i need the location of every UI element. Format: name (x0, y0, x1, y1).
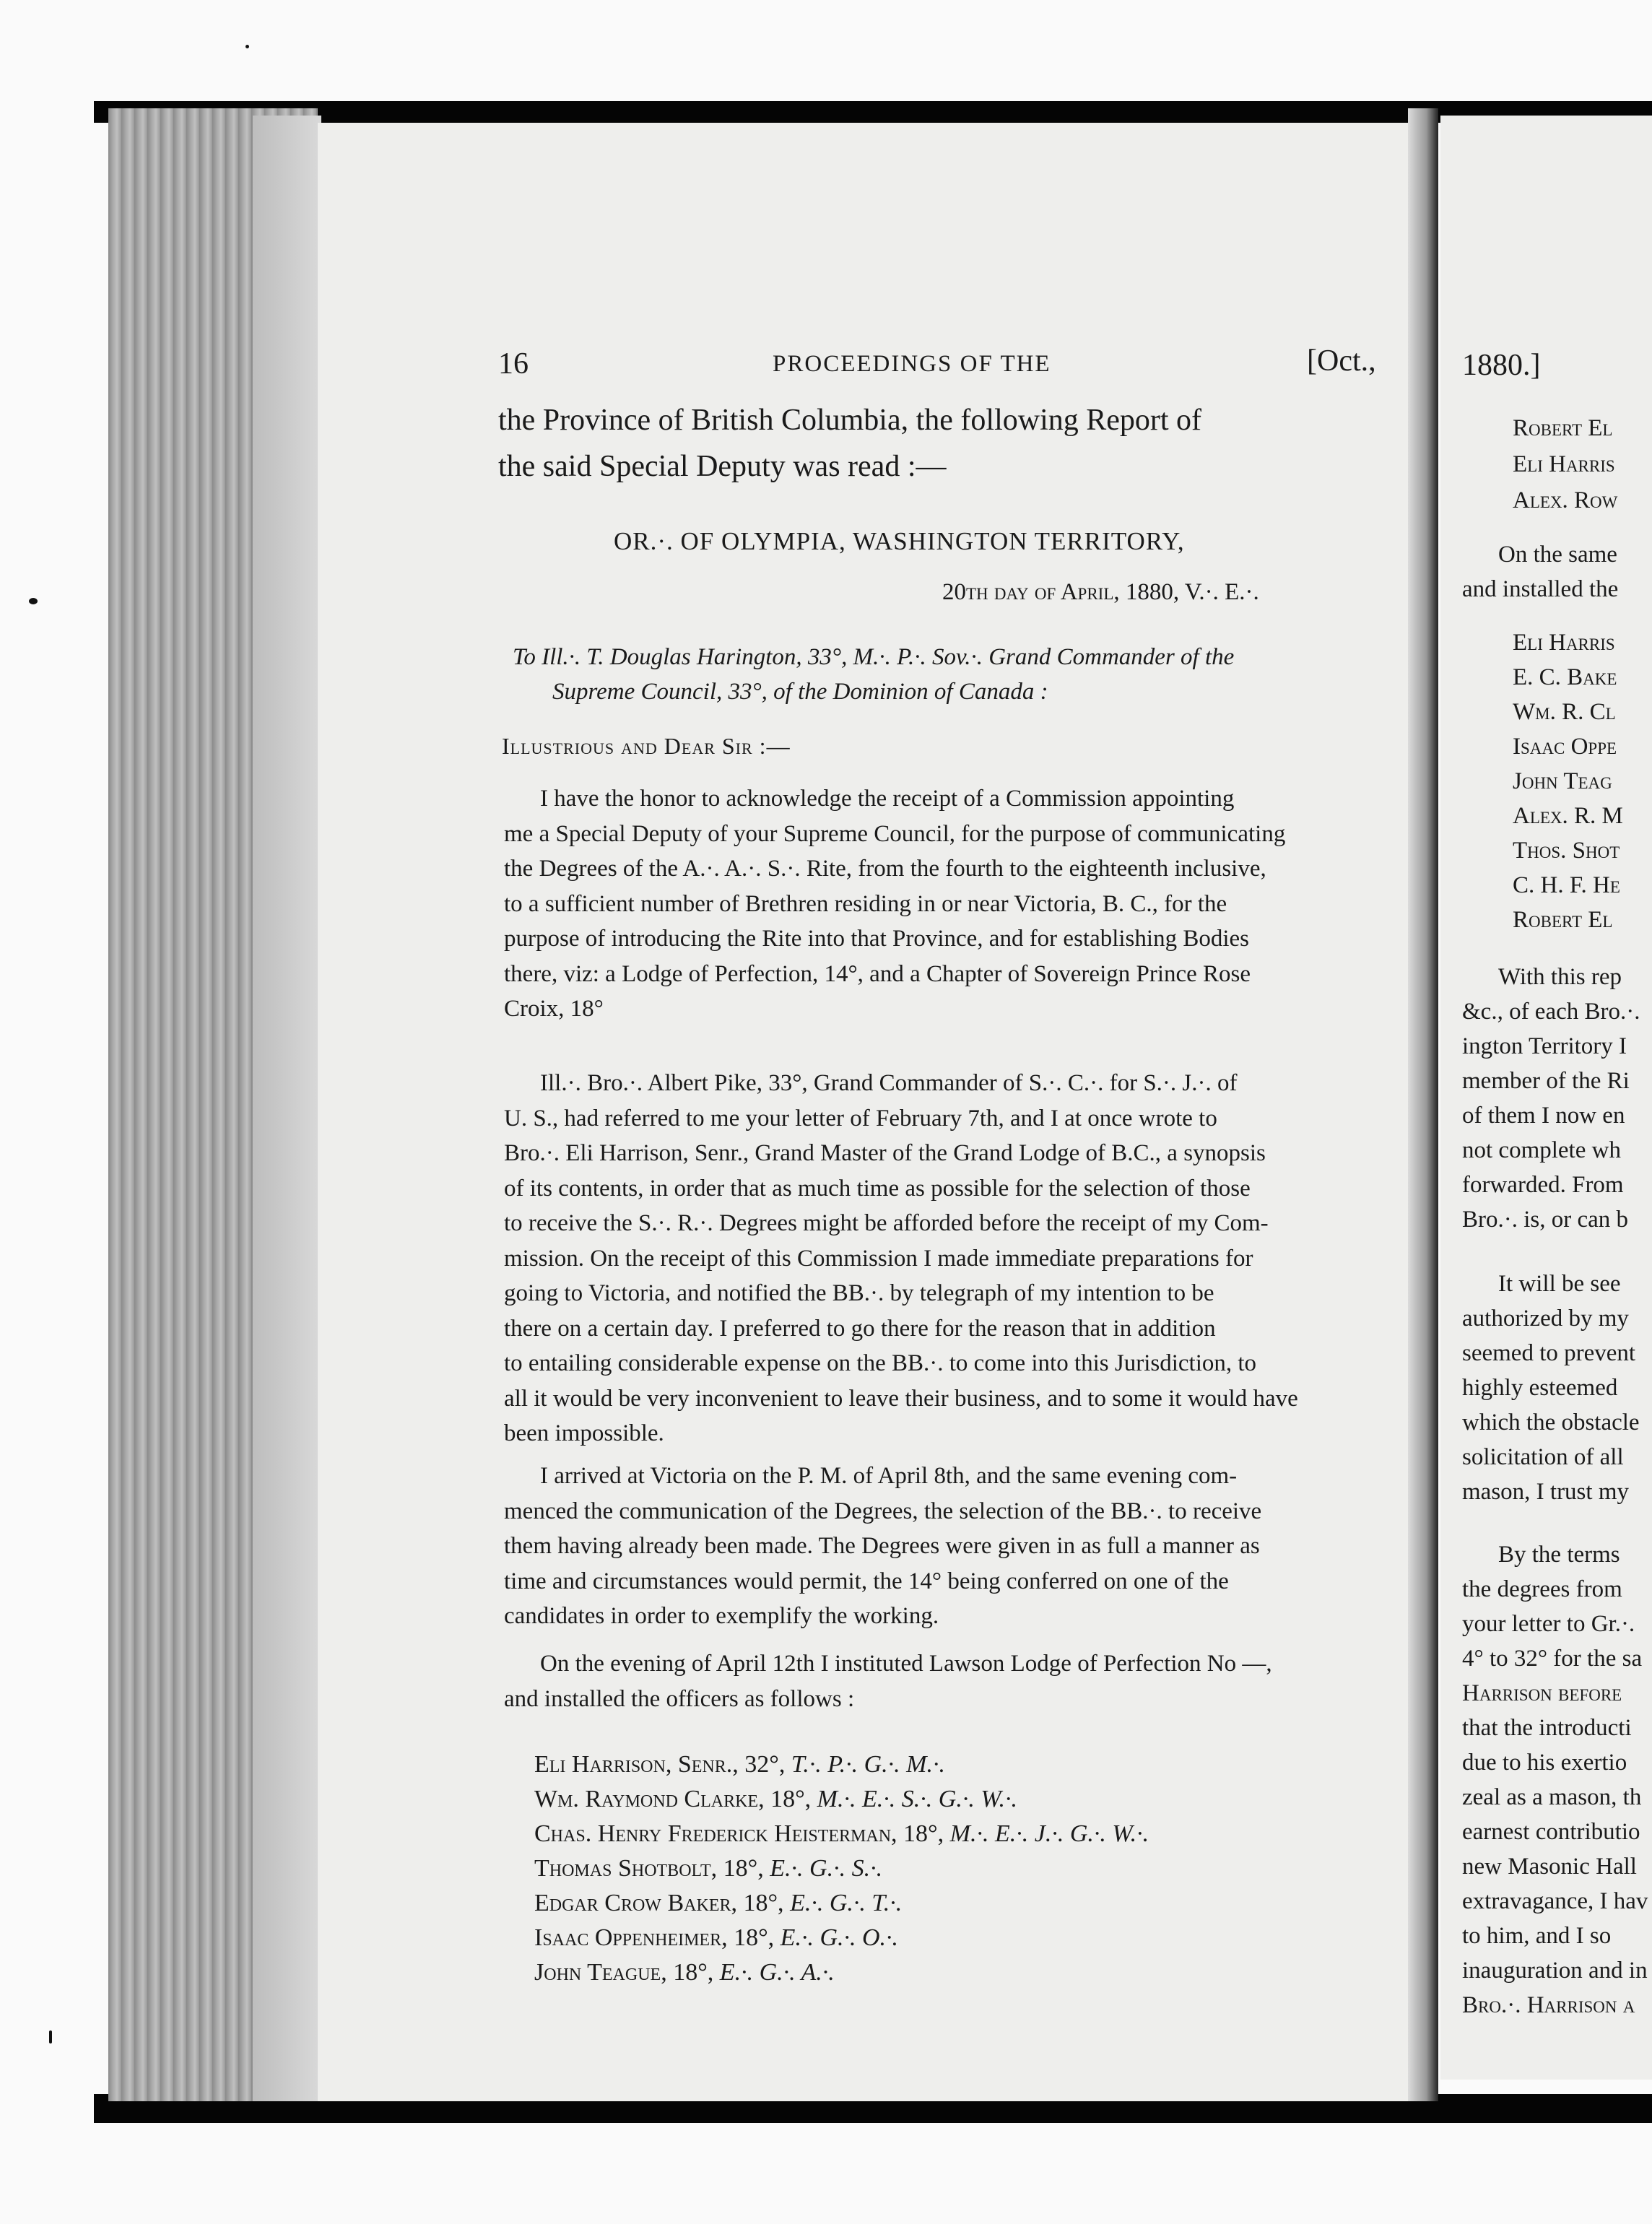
text-line: Robert El (1513, 907, 1613, 933)
text-line: Croix, 18° (504, 996, 604, 1022)
text-line: Bro.·. Eli Harrison, Senr., Grand Master of the Grand Lodge of B.C., a synopsis (504, 1140, 1266, 1166)
text-line: U. S., had referred to me your letter of February 7th, and I at once wrote to (504, 1105, 1217, 1131)
text-line: new Masonic Hall (1462, 1854, 1637, 1880)
officer-title: M.·. E.·. J.·. G.·. W.·. (949, 1820, 1149, 1847)
text-line: of them I now en (1462, 1103, 1625, 1129)
text-line: mason, I trust my (1462, 1479, 1629, 1505)
book-gutter (1408, 108, 1438, 2101)
text-line: to entailing considerable expense on the BB.·. to come into this Jurisdiction, to (504, 1350, 1257, 1376)
officer-title: E.·. G.·. O.·. (780, 1924, 899, 1951)
officer-name: John Teague, 18°, (534, 1959, 714, 1986)
text-line: to receive the S.·. R.·. Degrees might be afforded before the receipt of my Com- (504, 1210, 1269, 1236)
officer-title: E.·. G.·. S.·. (770, 1855, 883, 1882)
text-line: earnest contributio (1462, 1819, 1640, 1845)
text-line: purpose of introducing the Rite into that Province, and for establishing Bodies (504, 926, 1249, 952)
officer-name: Chas. Henry Frederick Heisterman, 18°, (534, 1820, 944, 1847)
intro-line-1: the Province of British Columbia, the following Report of (498, 404, 1202, 437)
officer-title: E.·. G.·. T.·. (790, 1890, 903, 1916)
paragraph-2 (504, 1066, 1313, 1451)
text-line: Alex. R. M (1513, 803, 1623, 829)
officer-title: T.·. P.·. G.·. M.·. (791, 1751, 945, 1778)
salutation: Illustrious and Dear Sir :— (502, 733, 791, 759)
text-line: candidates in order to exemplify the working. (504, 1603, 939, 1629)
officer-entry (534, 1955, 1149, 1990)
officer-list (534, 1747, 1149, 1990)
text-line: going to Victoria, and notified the BB.·. by telegraph of my intention to be (504, 1280, 1214, 1306)
text-line: me a Special Deputy of your Supreme Council, for the purpose of communicating (504, 820, 1286, 847)
text-line: the degrees from (1462, 1576, 1622, 1602)
text-line: I arrived at Victoria on the P. M. of April 8th, and the same evening com- (540, 1463, 1238, 1489)
intro-line-2: the said Special Deputy was read :— (498, 450, 947, 483)
officer-name: Isaac Oppenheimer, 18°, (534, 1924, 775, 1951)
text-line: of its contents, in order that as much time as possible for the selection of those (504, 1175, 1251, 1202)
text-line: On the same (1498, 542, 1617, 568)
text-line: highly esteemed (1462, 1375, 1618, 1401)
text-line: 4° to 32° for the sa (1462, 1646, 1643, 1672)
text-line: to him, and I so (1462, 1923, 1612, 1949)
text-line: Eli Harris (1513, 451, 1615, 477)
text-line: C. H. F. He (1513, 872, 1620, 898)
text-line: and installed the (1462, 576, 1619, 602)
running-head-year: 1880.] (1462, 349, 1541, 382)
officer-entry (534, 1747, 1149, 1782)
text-line: authorized by my (1462, 1306, 1629, 1332)
text-line: Eli Harris (1513, 630, 1615, 656)
text-line: mission. On the receipt of this Commission I made immediate preparations for (504, 1245, 1253, 1272)
book-page-edges-light (253, 116, 321, 2101)
text-line: your letter to Gr.·. (1462, 1611, 1635, 1637)
text-line: there on a certain day. I preferred to go there for the reason that in addition (504, 1315, 1216, 1342)
text-line: extravagance, I hav (1462, 1888, 1648, 1914)
running-head-date: [Oct., (1307, 344, 1376, 378)
officer-entry (534, 1817, 1149, 1851)
text-line: due to his exertio (1462, 1750, 1627, 1776)
officer-entry (534, 1851, 1149, 1886)
text-line: On the evening of April 12th I instituted Lawson Lodge of Perfection No —, (540, 1651, 1272, 1677)
dust-speck (245, 45, 249, 48)
officer-name: Thomas Shotbolt, 18°, (534, 1855, 764, 1882)
text-line: them having already been made. The Degrees were given in as full a manner as (504, 1533, 1260, 1559)
running-head: PROCEEDINGS OF THE (773, 351, 1051, 377)
paragraph-1 (504, 781, 1313, 1027)
text-line: forwarded. From (1462, 1172, 1624, 1198)
paragraph-4 (504, 1646, 1313, 1716)
text-line: time and circumstances would permit, the 14° being conferred on one of the (504, 1568, 1229, 1594)
orient-heading: OR.·. OF OLYMPIA, WASHINGTON TERRITORY, (614, 527, 1185, 555)
date-line: 20th day of April, 1880, V.·. E.·. (942, 579, 1259, 605)
paragraph-3 (504, 1459, 1313, 1634)
text-line: Robert El (1513, 415, 1613, 441)
text-line: Isaac Oppe (1513, 734, 1617, 760)
text-line: inauguration and in (1462, 1958, 1648, 1984)
text-line: By the terms (1498, 1542, 1620, 1568)
text-line: Bro.·. Harrison a (1462, 1992, 1635, 2018)
text-line: Thos. Shot (1513, 838, 1620, 864)
text-line: ington Territory I (1462, 1033, 1627, 1059)
text-line: the Degrees of the A.·. A.·. S.·. Rite, from the fourth to the eighteenth inclusive, (504, 856, 1266, 882)
officer-name: Wm. Raymond Clarke, 18°, (534, 1786, 812, 1812)
text-line: &c., of each Bro.·. (1462, 999, 1640, 1025)
text-line: which the obstacle (1462, 1409, 1640, 1435)
officer-title: E.·. G.·. A.·. (719, 1959, 835, 1986)
address-line-1: To Ill.·. T. Douglas Harington, 33°, M.·. P.·. Sov.·. Grand Commander of the (513, 644, 1235, 670)
text-line: Wm. R. Cl (1513, 699, 1616, 725)
text-line: been impossible. (504, 1420, 664, 1446)
officer-name: Edgar Crow Baker, 18°, (534, 1890, 784, 1916)
text-line: solicitation of all (1462, 1444, 1624, 1470)
text-line: zeal as a mason, th (1462, 1784, 1642, 1810)
dust-speck (29, 598, 38, 604)
officer-name: Eli Harrison, Senr., 32°, (534, 1751, 786, 1778)
officer-entry (534, 1886, 1149, 1921)
text-line: I have the honor to acknowledge the receipt of a Commission appointing (540, 786, 1235, 812)
text-line: With this rep (1498, 964, 1622, 990)
text-line: member of the Ri (1462, 1068, 1630, 1094)
text-line: Ill.·. Bro.·. Albert Pike, 33°, Grand Commander of S.·. C.·. for S.·. J.·. of (540, 1070, 1238, 1096)
text-line: not complete wh (1462, 1137, 1621, 1163)
address-line-2: Supreme Council, 33°, of the Dominion of Canada : (552, 679, 1048, 705)
text-line: that the introducti (1462, 1715, 1632, 1741)
text-line: E. C. Bake (1513, 664, 1617, 690)
text-line: It will be see (1498, 1271, 1621, 1297)
right-page (1440, 116, 1652, 2080)
text-line: menced the communication of the Degrees, the selection of the BB.·. to receive (504, 1498, 1262, 1524)
text-line: to a sufficient number of Brethren residing in or near Victoria, B. C., for the (504, 890, 1227, 917)
text-line: seemed to prevent (1462, 1340, 1636, 1366)
text-line: Harrison before (1462, 1680, 1622, 1706)
text-line: and installed the officers as follows : (504, 1685, 855, 1712)
left-page (318, 123, 1408, 2101)
text-line: Bro.·. is, or can b (1462, 1207, 1629, 1233)
text-line: Alex. Row (1513, 487, 1618, 513)
text-line: all it would be very inconvenient to leave their business, and to some it would have (504, 1385, 1298, 1412)
text-line: John Teag (1513, 768, 1612, 794)
dust-speck (49, 2030, 52, 2043)
page-number: 16 (498, 347, 529, 381)
officer-entry (534, 1921, 1149, 1955)
officer-entry (534, 1782, 1149, 1817)
text-line: there, viz: a Lodge of Perfection, 14°, and a Chapter of Sovereign Prince Rose (504, 960, 1251, 987)
officer-title: M.·. E.·. S.·. G.·. W.·. (817, 1786, 1018, 1812)
